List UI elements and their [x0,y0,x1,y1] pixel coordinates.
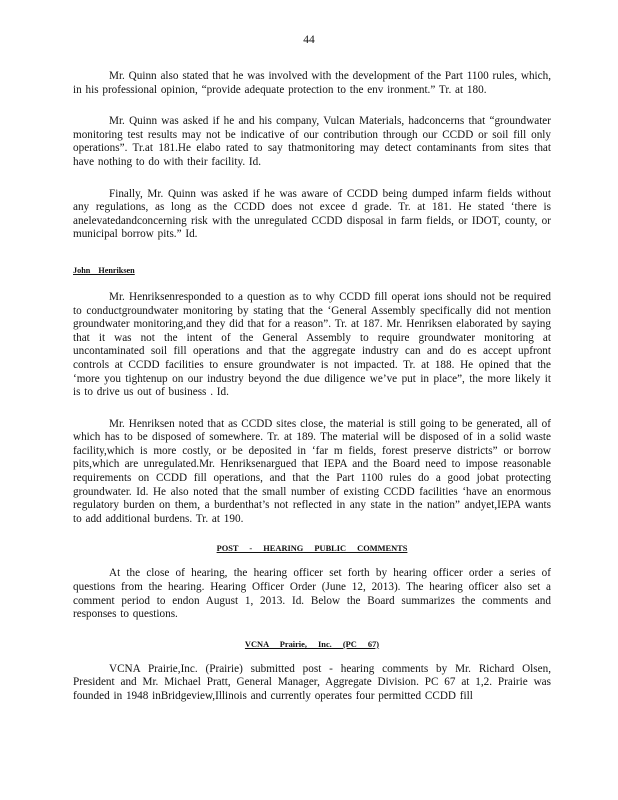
paragraph-henriksen-response: Mr. Henriksenresponded to a question as to why CCDD fill operat ions should not be required to conductgroundwater monitoring by stating that the ‘General Assembly specifically did not mention groundwater monitoring,and they did that for a reason”. Tr. at 187. Mr. Henriksen elaborated by saying that it was not the intent of the General Assembly to require groundwater monitoring at uncontaminated soil fill operations and that the aggregate industry can and do es accept upfront controls at CCDD facilities to ensure groundwater is not impacted. Tr. at 188. He opined that the ‘more you tightenup on our industry beyond the due diligence we’ve put in place”, the more likely it is to drive us out of business . Id. [73,290,551,399]
paragraph-post-hearing: At the close of hearing, the hearing officer set forth by hearing officer order a series of questions from the hearing. Hearing Officer Order (June 12, 2013). The hearing officer also set a comment period to endon August 1, 2013. Id. Below the Board summarizes the comments and responses to questions. [73,567,551,621]
document-body [73,70,551,722]
paragraph-quinn-part-1100: Mr. Quinn also stated that he was involved with the development of the Part 1100 rules, which, in his professional opinion, “provide adequate protection to the env ironment.” Tr. at 180. [73,70,551,96]
paragraph-quinn-farm-fields: Finally, Mr. Quinn was asked if he was aware of CCDD being dumped infarm fields without any regulations, as long as the CCDD does not excee d grade. Tr. at 181. He stated ‘there is anelevatedandconcerning risk with the unregulated CCDD disposal in farm fields, or IDOT, county, or municipal borrow pits.” Id. [73,187,551,241]
paragraph-quinn-vulcan: Mr. Quinn was asked if he and his company, Vulcan Materials, hadconcerns that “groundwater monitoring test results may not be indicative of our contribution through our CCDD or soil fill only operations”. Tr.at 181.He elabo rated to say thatmonitoring may detect contaminants from sites that have nothing to do with their facility. Id. [73,115,551,168]
heading-vcna-prairie-wrap [73,640,551,649]
heading-john-henriksen: John Henriksen [73,265,135,275]
heading-post-hearing-comments-wrap [73,544,551,553]
page-number: 44 [303,34,315,46]
heading-post-hearing-comments: POST - HEARING PUBLIC COMMENTS [216,544,408,554]
paragraph-vcna-prairie: VCNA Prairie,Inc. (Prairie) submitted post - hearing comments by Mr. Richard Olsen, President and Mr. Michael Pratt, General Manager, Aggregate Division. PC 67 at 1,2. Prairie was founded in 1948 inBridgeview,Illinois and currently operates four permitted CCDD fill [73,662,551,702]
heading-vcna-prairie: VCNA Prairie, Inc. (PC 67) [244,639,380,649]
paragraph-henriksen-sites-close: Mr. Henriksen noted that as CCDD sites close, the material is still going to be generated, all of which has to be disposed of somewhere. Tr. at 189. The material will be disposed of in a solid waste facility,which is more costly, or be deposited in ‘far m fields, forest preserve districts” or borrow pits,which are unregulated.Mr. Henriksenargued that IEPA and the Board need to impose reasonable requirements on CCDD fill operations, and that the Part 1100 rules do a good jobat protecting groundwater. Id. He also noted that the small number of existing CCDD facilities ‘have an enormous regulatory burden on them, a burdenthat’s not reflected in any state in the nation” andyet,IEPA wants to add additional burdens. Tr. at 190. [73,417,551,525]
